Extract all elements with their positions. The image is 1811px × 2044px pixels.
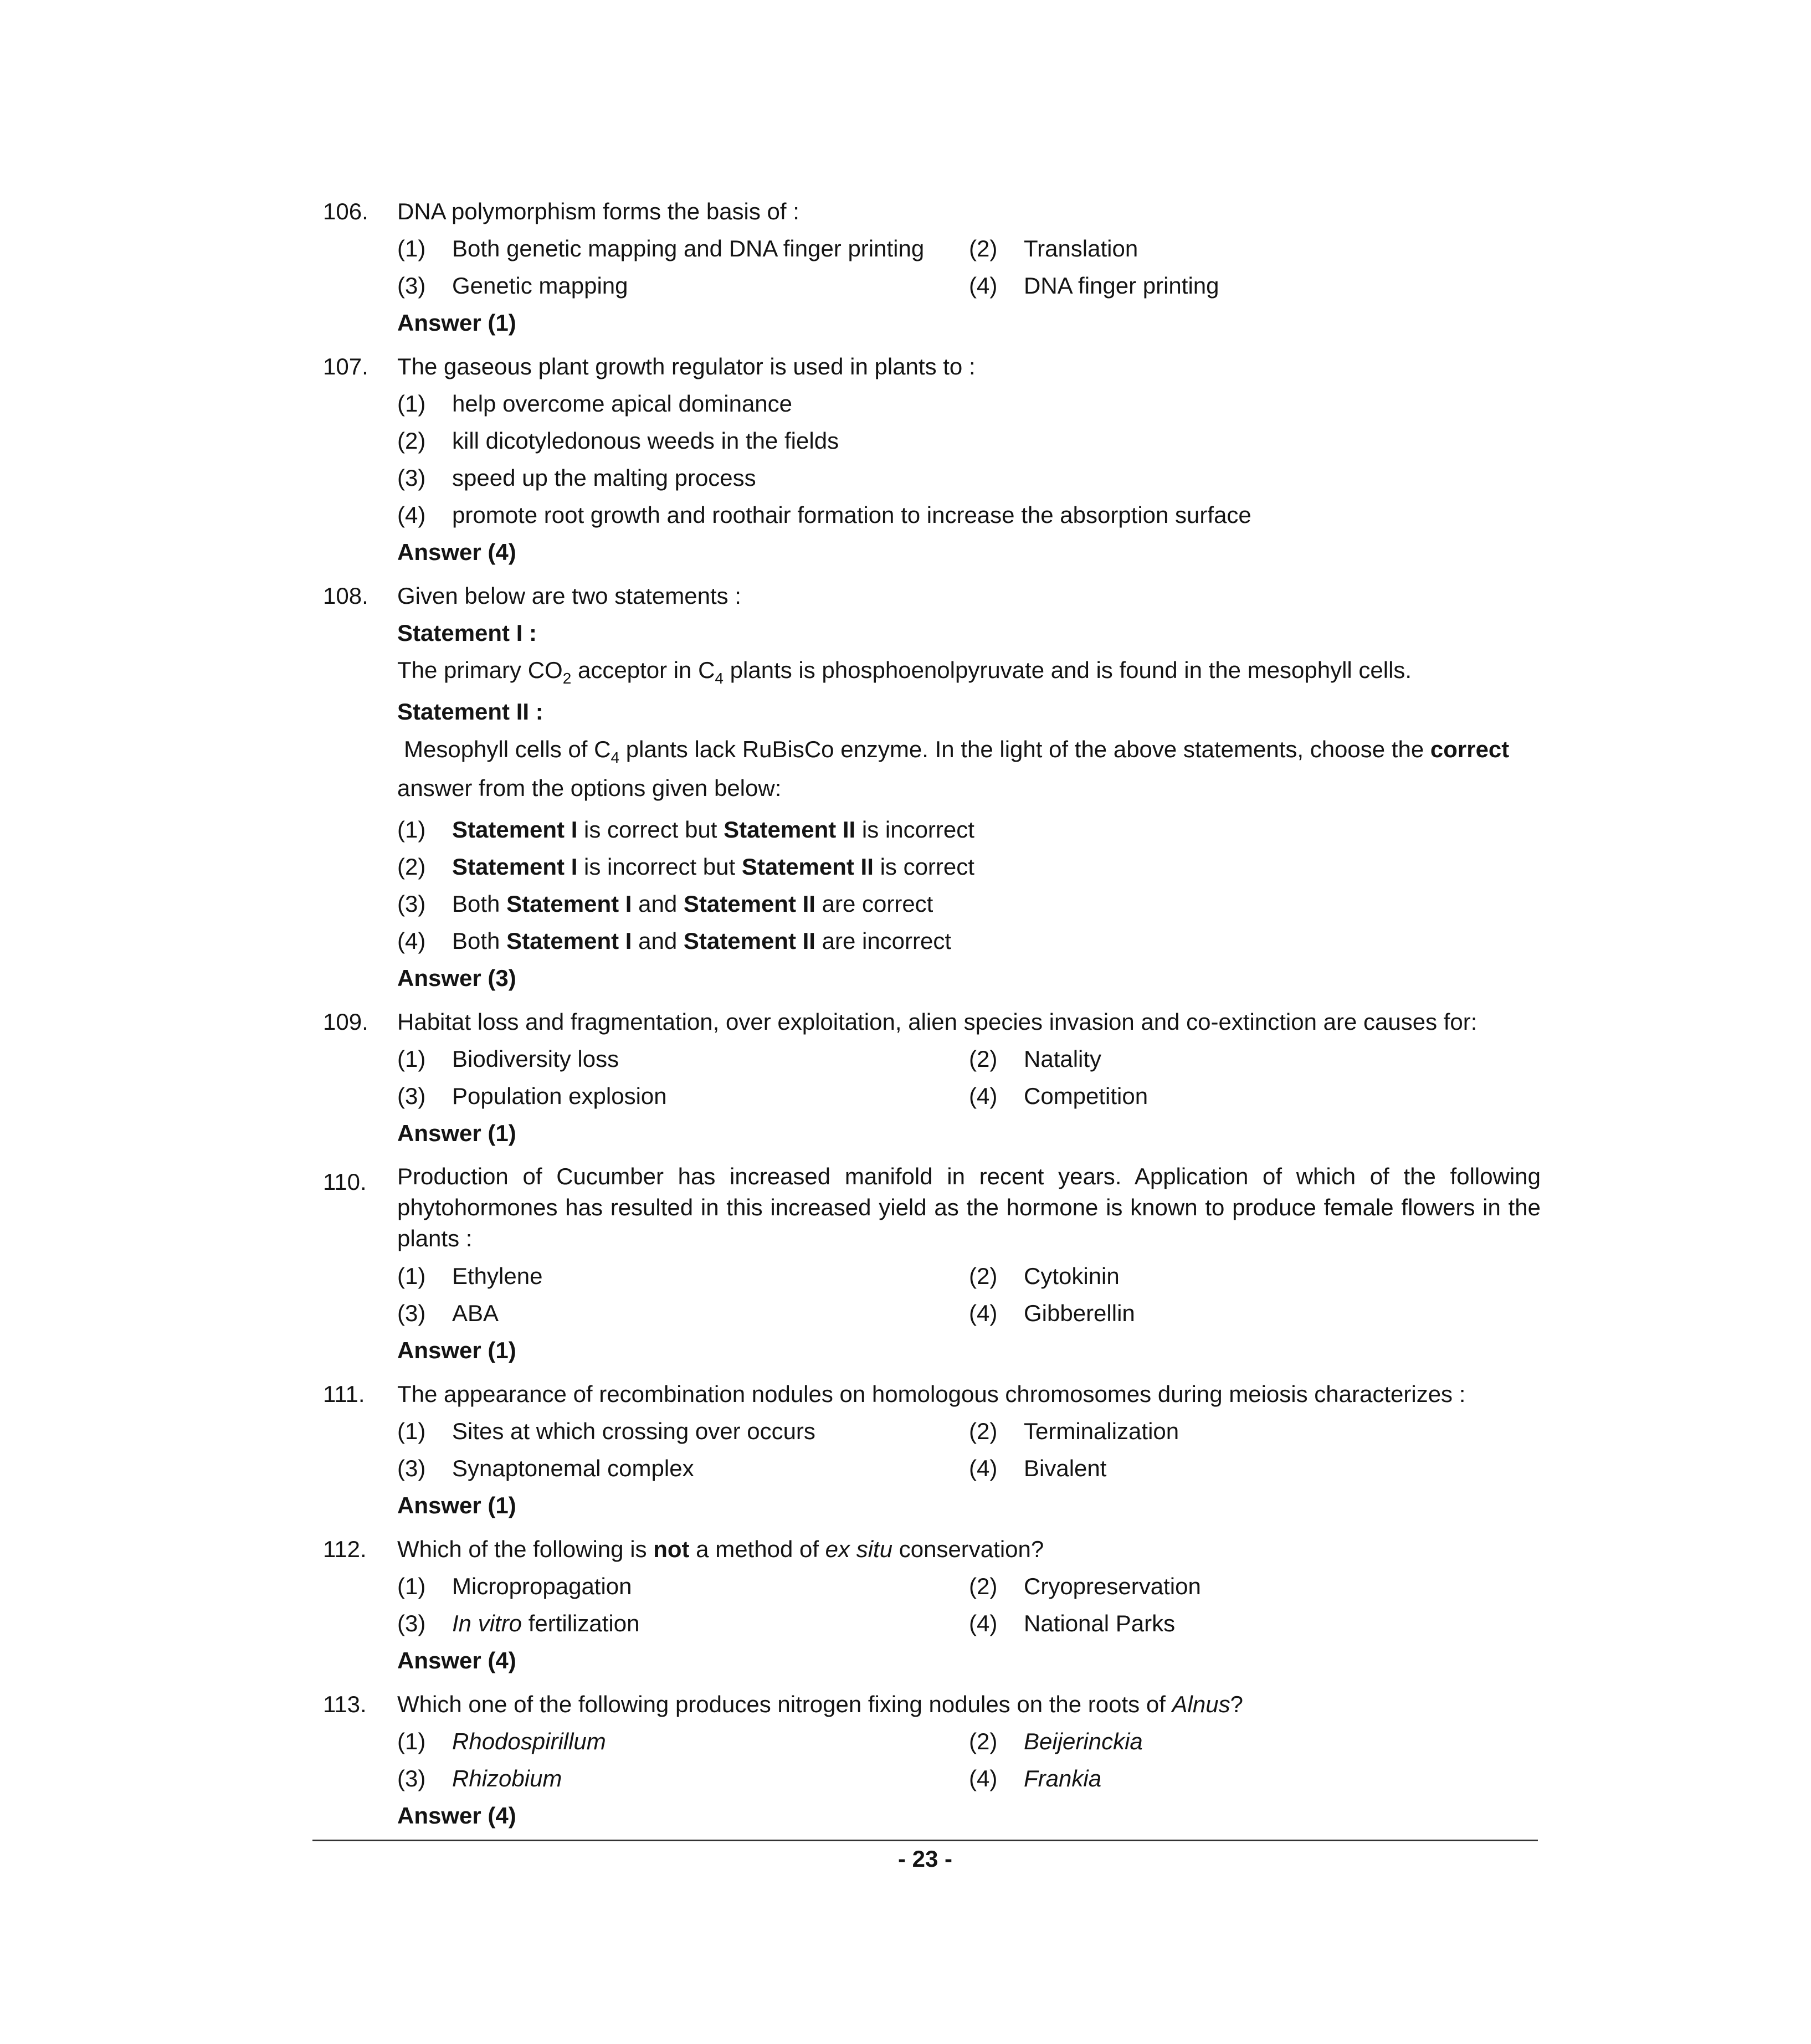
question-111 (323, 1375, 1542, 1531)
option-1: (1) Biodiversity loss (397, 1046, 619, 1072)
option-1: (1) Ethylene (397, 1263, 543, 1289)
option-4: (4) DNA finger printing (969, 273, 1219, 299)
option-2: (2) Cytokinin (969, 1263, 1120, 1289)
question-number: 112. (323, 1536, 367, 1562)
option-1: (1) Sites at which crossing over occurs (397, 1418, 815, 1444)
options (397, 1040, 1542, 1115)
question-number: 109. (323, 1009, 368, 1035)
option-2: (2) kill dicotyledonous weeds in the fields (397, 428, 839, 454)
question-113 (323, 1686, 1542, 1834)
answer: Answer (3) (397, 965, 516, 991)
question-text: Given below are two statements : (397, 583, 741, 609)
option-3: (3) speed up the malting process (397, 465, 756, 491)
question-109 (323, 1003, 1542, 1158)
options (397, 1413, 1542, 1487)
option-3: (3) Population explosion (397, 1083, 667, 1109)
question-number: 110. (323, 1169, 367, 1195)
option-4: (4) Bivalent (969, 1455, 1107, 1481)
option-4: (4) Gibberellin (969, 1300, 1135, 1326)
question-number: 113. (323, 1691, 367, 1717)
option-3: (3) In vitro fertilization (397, 1610, 640, 1636)
statement-1-heading: Statement I : (397, 620, 537, 646)
option-1: (1) help overcome apical dominance (397, 391, 793, 417)
options (397, 1257, 1542, 1332)
option-3: (3) Synaptonemal complex (397, 1455, 694, 1481)
question-text: The appearance of recombination nodules on homologous chromosomes during meiosis characterizes : (397, 1381, 1466, 1407)
question-108 (323, 577, 1542, 1003)
option-4: (4) Competition (969, 1083, 1148, 1109)
option-4: (4) Frankia (969, 1765, 1102, 1791)
question-number: 111. (323, 1381, 365, 1407)
answer: Answer (4) (397, 1647, 516, 1673)
statement-1-text: The primary $CO_2$ acceptor in $C_4$ plants is phosphoenolpyruvate and is found in the mesophyll cells. (397, 657, 1412, 687)
option-2: (2) Beijerinckia (969, 1728, 1143, 1754)
question-text: Habitat loss and fragmentation, over exploitation, alien species invasion and co-extinction are causes for: (397, 1009, 1477, 1035)
question-number: 108. (323, 583, 368, 609)
option-3: (3) Genetic mapping (397, 273, 628, 299)
option-2: (2) Natality (969, 1046, 1102, 1072)
option-2: (2) Translation (969, 235, 1138, 261)
page-number: - 23 - (897, 1846, 953, 1872)
option-1: (1) Rhodospirillum (397, 1728, 606, 1754)
option-1: (1) Statement I is correct but Statement II is incorrect (397, 816, 974, 843)
option-4: (4) Both Statement I and Statement II are incorrect (397, 928, 952, 954)
statement-2-text: Mesophyll cells of $C_4$ plants lack RuBisCo enzyme. In the light of the above statements, choose the correct answer from the options given below: (397, 736, 1510, 801)
option-1: (1) Micropropagation (397, 1573, 632, 1599)
question-text: DNA polymorphism forms the basis of : (397, 198, 799, 224)
question-text: Which of the following is not a method of ex situ conservation? (397, 1536, 1044, 1562)
answer: Answer (4) (397, 539, 516, 565)
question-number: 107. (323, 353, 368, 379)
question-list (323, 193, 1542, 1834)
option-2: (2) Statement I is incorrect but Statement II is correct (397, 854, 974, 880)
option-1: (1) Both genetic mapping and DNA finger printing (397, 235, 925, 261)
question-text: Which one of the following produces nitrogen fixing nodules on the roots of Alnus? (397, 1691, 1243, 1717)
question-number: 106. (323, 198, 368, 224)
option-3: (3) Rhizobium (397, 1765, 562, 1791)
option-3: (3) Both Statement I and Statement II are correct (397, 891, 933, 917)
options (397, 1723, 1542, 1797)
question-106 (323, 193, 1542, 348)
option-4: (4) National Parks (969, 1610, 1176, 1636)
statement-2-heading: Statement II : (397, 699, 543, 725)
question-text: The gaseous plant growth regulator is used in plants to : (397, 353, 976, 379)
question-112 (323, 1531, 1542, 1686)
answer: Answer (1) (397, 1120, 516, 1146)
option-3: (3) ABA (397, 1300, 499, 1326)
question-text: Production of Cucumber has increased manifold in recent years. Application of which of the following phytohormones has resulted in this increased yield as the hormone is known to produce female flowers in the plants : (397, 1163, 1541, 1251)
question-107 (323, 348, 1542, 577)
option-4: (4) promote root growth and roothair formation to increase the absorption surface (397, 502, 1251, 528)
answer: Answer (1) (397, 1492, 516, 1518)
answer: Answer (4) (397, 1802, 516, 1829)
answer: Answer (1) (397, 1337, 516, 1363)
options (397, 1568, 1542, 1642)
answer: Answer (1) (397, 310, 516, 336)
option-2: (2) Terminalization (969, 1418, 1179, 1444)
options (397, 230, 1542, 304)
option-2: (2) Cryopreservation (969, 1573, 1201, 1599)
question-110 (323, 1161, 1542, 1375)
